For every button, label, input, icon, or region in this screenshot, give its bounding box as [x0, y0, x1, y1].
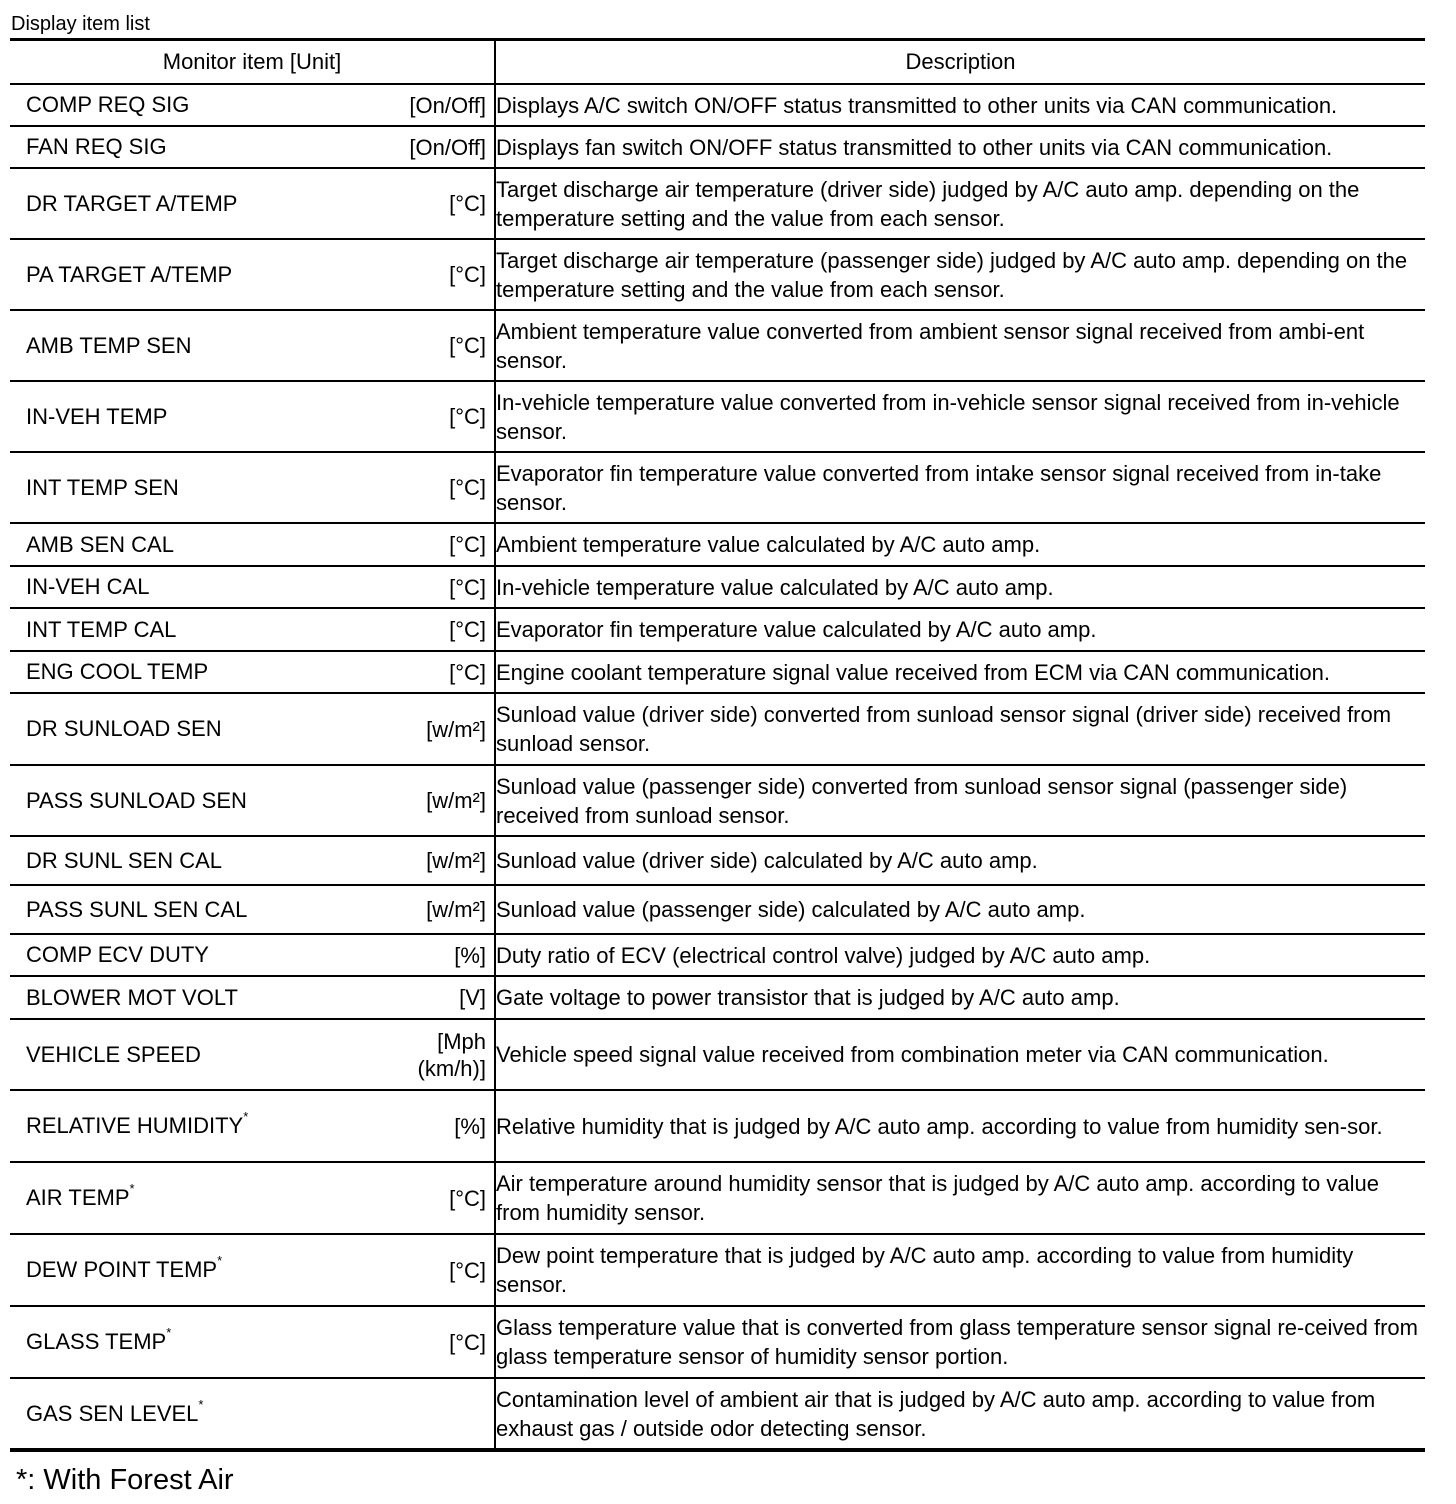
monitor-item-cell — [10, 84, 495, 126]
monitor-item-unit — [449, 474, 486, 501]
unit-text: [°C] — [449, 404, 486, 429]
description-cell: Target discharge air temperature (driver side) judged by A/C auto amp. depending on the temperature setting and the value from each sensor. — [495, 168, 1425, 239]
monitor-item-name — [26, 574, 149, 600]
table-row — [10, 651, 1425, 693]
unit-text: [w/m²] — [426, 848, 486, 873]
unit-text: [°C] — [449, 1257, 486, 1283]
unit-text: [°C] — [449, 659, 486, 685]
monitor-item-name — [26, 848, 222, 874]
display-item-table — [10, 38, 1425, 1452]
monitor-item-cell — [10, 1378, 495, 1450]
description-cell: Displays fan switch ON/OFF status transmitted to other units via CAN communication. — [495, 126, 1425, 168]
table-row — [10, 976, 1425, 1019]
description-cell: Evaporator fin temperature value calculated by A/C auto amp. — [495, 608, 1425, 651]
monitor-item-name — [26, 659, 208, 685]
monitor-item-label: BLOWER MOT VOLT — [26, 984, 238, 1010]
description-cell: Engine coolant temperature signal value received from ECM via CAN communication. — [495, 651, 1425, 693]
footnote-marker: * — [217, 1253, 223, 1268]
monitor-item-cell — [10, 310, 495, 381]
table-row — [10, 1378, 1425, 1450]
table-row — [10, 1306, 1425, 1378]
monitor-item-unit — [459, 984, 486, 1011]
table-row — [10, 1234, 1425, 1306]
footnote-marker: * — [243, 1109, 249, 1124]
unit-text: [°C] — [449, 532, 486, 557]
monitor-item-cell — [10, 693, 495, 765]
monitor-item-label: DR SUNL SEN CAL — [26, 847, 223, 873]
table-row — [10, 693, 1425, 765]
monitor-item-name — [26, 532, 174, 558]
table-row — [10, 310, 1425, 381]
unit-text: [°C] — [449, 333, 486, 358]
footnote-marker: * — [166, 1325, 172, 1340]
monitor-item-cell — [10, 765, 495, 836]
unit-text: [°C] — [449, 191, 486, 216]
monitor-item-unit — [449, 1185, 486, 1212]
monitor-item-label: DEW POINT TEMP — [26, 1257, 218, 1282]
monitor-item-cell — [10, 381, 495, 452]
unit-text: [°C] — [449, 475, 486, 500]
monitor-item-unit — [449, 332, 486, 359]
monitor-item-unit — [449, 531, 486, 558]
table-row — [10, 126, 1425, 168]
monitor-item-name — [26, 134, 167, 160]
table-row — [10, 765, 1425, 836]
unit-text: [%] — [454, 1113, 486, 1139]
description-cell: Sunload value (driver side) calculated by A/C auto amp. — [495, 836, 1425, 885]
unit-text: [°C] — [449, 617, 486, 642]
monitor-item-name — [26, 1181, 135, 1211]
monitor-item-name — [26, 1253, 223, 1283]
unit-text: [w/m²] — [426, 897, 486, 922]
monitor-item-cell — [10, 1306, 495, 1378]
monitor-item-cell — [10, 885, 495, 934]
monitor-item-cell — [10, 452, 495, 523]
header-monitor-item: Monitor item [Unit] — [10, 40, 495, 85]
monitor-item-label: PASS SUNL SEN CAL — [26, 896, 248, 922]
description-cell: Sunload value (passenger side) calculated by A/C auto amp. — [495, 885, 1425, 934]
monitor-item-label: GLASS TEMP — [26, 1329, 167, 1354]
description-cell: Duty ratio of ECV (electrical control valve) judged by A/C auto amp. — [495, 934, 1425, 976]
monitor-item-unit — [409, 92, 486, 119]
description-cell: Sunload value (passenger side) converted from sunload sensor signal (passenger side) received from sunload sensor. — [495, 765, 1425, 836]
monitor-item-cell — [10, 934, 495, 976]
table-row — [10, 168, 1425, 239]
monitor-item-unit — [449, 574, 486, 601]
monitor-item-unit — [454, 942, 486, 969]
table-row — [10, 523, 1425, 566]
monitor-item-name — [26, 1396, 204, 1427]
monitor-item-label: AIR TEMP — [26, 1185, 130, 1210]
table-row — [10, 885, 1425, 934]
monitor-item-cell — [10, 1234, 495, 1306]
monitor-item-cell — [10, 608, 495, 651]
unit-text: [°C] — [449, 1329, 486, 1355]
table-header-row — [10, 40, 1425, 85]
monitor-item-label: PA TARGET A/TEMP — [26, 261, 233, 287]
monitor-item-label: GAS SEN LEVEL — [26, 1400, 199, 1426]
description-cell: Displays A/C switch ON/OFF status transmitted to other units via CAN communication. — [495, 84, 1425, 126]
monitor-item-unit — [426, 896, 486, 923]
monitor-item-unit — [449, 659, 486, 686]
unit-text: [°C] — [449, 1185, 486, 1211]
monitor-item-name — [26, 942, 209, 968]
monitor-item-label: IN-VEH TEMP — [26, 403, 168, 429]
monitor-item-unit — [449, 403, 486, 430]
description-cell: Evaporator fin temperature value converted from intake sensor signal received from in-take sensor. — [495, 452, 1425, 523]
description-cell: Air temperature around humidity sensor that is judged by A/C auto amp. according to value from humidity sensor. — [495, 1162, 1425, 1234]
monitor-item-name — [26, 1042, 201, 1068]
monitor-item-cell — [10, 1090, 495, 1162]
table-row — [10, 1162, 1425, 1234]
monitor-item-name — [26, 404, 167, 430]
unit-text: [On/Off] — [409, 92, 486, 118]
monitor-item-name — [26, 1325, 172, 1355]
description-cell: Ambient temperature value calculated by A/C auto amp. — [495, 523, 1425, 566]
footnote-marker: * — [129, 1181, 135, 1196]
description-cell: Contamination level of ambient air that is judged by A/C auto amp. according to value from exhaust gas / outside odor detecting sensor. — [495, 1378, 1425, 1450]
monitor-item-name — [26, 475, 179, 501]
description-cell: In-vehicle temperature value calculated by A/C auto amp. — [495, 566, 1425, 608]
table-row — [10, 84, 1425, 126]
monitor-item-name — [26, 985, 238, 1011]
description-cell: Target discharge air temperature (passenger side) judged by A/C auto amp. depending on the temperature setting and the value from each sensor. — [495, 239, 1425, 310]
monitor-item-name — [26, 92, 189, 118]
monitor-item-cell — [10, 651, 495, 693]
monitor-item-unit — [449, 1257, 486, 1284]
monitor-item-unit — [418, 1028, 486, 1082]
monitor-item-label: INT TEMP SEN — [26, 474, 179, 500]
unit-text: [%] — [454, 942, 486, 968]
monitor-item-unit — [409, 134, 486, 161]
monitor-item-cell — [10, 239, 495, 310]
monitor-item-cell — [10, 836, 495, 885]
table-row — [10, 836, 1425, 885]
monitor-item-unit — [449, 616, 486, 643]
monitor-item-label: AMB SEN CAL — [26, 531, 174, 557]
table-row — [10, 608, 1425, 651]
monitor-item-cell — [10, 1162, 495, 1234]
unit-text-line2: (km/h)] — [417, 1055, 486, 1081]
monitor-item-label: ENG COOL TEMP — [26, 659, 209, 684]
table-row — [10, 1090, 1425, 1162]
monitor-item-label: RELATIVE HUMIDITY — [26, 1113, 244, 1138]
unit-text: [w/m²] — [426, 716, 486, 742]
footnote: *: With Forest Air — [16, 1464, 234, 1496]
monitor-item-unit — [426, 847, 486, 874]
monitor-item-name — [26, 333, 191, 359]
unit-text: [°C] — [449, 262, 486, 287]
table-row — [10, 239, 1425, 310]
description-cell: Sunload value (driver side) converted from sunload sensor signal (driver side) received from sunload sensor. — [495, 693, 1425, 765]
monitor-item-name — [26, 897, 247, 923]
monitor-item-unit — [449, 190, 486, 217]
description-cell: Dew point temperature that is judged by A/C auto amp. according to value from humidity sensor. — [495, 1234, 1425, 1306]
monitor-item-label: COMP ECV DUTY — [26, 942, 209, 967]
unit-text: [w/m²] — [426, 788, 486, 813]
table-row — [10, 566, 1425, 608]
description-cell: In-vehicle temperature value converted from in-vehicle sensor signal received from in-vehicle sensor. — [495, 381, 1425, 452]
monitor-item-label: IN-VEH CAL — [26, 574, 150, 599]
unit-text: [Mph — [437, 1028, 486, 1054]
monitor-item-cell — [10, 168, 495, 239]
monitor-item-name — [26, 1109, 249, 1139]
monitor-item-unit — [426, 787, 486, 814]
table-row — [10, 1019, 1425, 1090]
monitor-item-label: AMB TEMP SEN — [26, 332, 192, 358]
footnote-marker: * — [198, 1396, 204, 1412]
monitor-item-name — [26, 716, 222, 742]
monitor-item-unit — [426, 716, 486, 743]
monitor-item-name — [26, 617, 176, 643]
monitor-item-cell — [10, 976, 495, 1019]
unit-text: [°C] — [449, 574, 486, 600]
monitor-item-unit — [449, 1329, 486, 1356]
monitor-item-cell — [10, 126, 495, 168]
monitor-item-cell — [10, 566, 495, 608]
description-cell: Vehicle speed signal value received from combination meter via CAN communication. — [495, 1019, 1425, 1090]
monitor-item-label: COMP REQ SIG — [26, 92, 190, 117]
description-cell: Gate voltage to power transistor that is judged by A/C auto amp. — [495, 976, 1425, 1019]
monitor-item-name — [26, 788, 247, 814]
monitor-item-label: VEHICLE SPEED — [26, 1041, 201, 1067]
monitor-item-cell — [10, 1019, 495, 1090]
table-caption: Display item list — [11, 13, 150, 35]
table-row — [10, 381, 1425, 452]
monitor-item-label: DR SUNLOAD SEN — [26, 716, 222, 741]
unit-text: [V] — [459, 985, 486, 1010]
unit-text: [On/Off] — [409, 134, 486, 160]
table-row — [10, 934, 1425, 976]
monitor-item-name — [26, 262, 232, 288]
header-description: Description — [495, 40, 1425, 85]
table-row — [10, 452, 1425, 523]
monitor-item-label: INT TEMP CAL — [26, 616, 177, 642]
monitor-item-cell — [10, 523, 495, 566]
monitor-item-unit — [449, 261, 486, 288]
description-cell: Glass temperature value that is converted from glass temperature sensor signal re-ceived from glass temperature sensor of humidity sensor portion. — [495, 1306, 1425, 1378]
description-cell: Ambient temperature value converted from ambient sensor signal received from ambi-ent sensor. — [495, 310, 1425, 381]
monitor-item-label: PASS SUNLOAD SEN — [26, 787, 247, 813]
description-cell: Relative humidity that is judged by A/C auto amp. according to value from humidity sen-sor. — [495, 1090, 1425, 1162]
monitor-item-label: FAN REQ SIG — [26, 134, 167, 159]
monitor-item-label: DR TARGET A/TEMP — [26, 190, 238, 216]
monitor-item-name — [26, 191, 237, 217]
monitor-item-unit — [454, 1113, 486, 1140]
